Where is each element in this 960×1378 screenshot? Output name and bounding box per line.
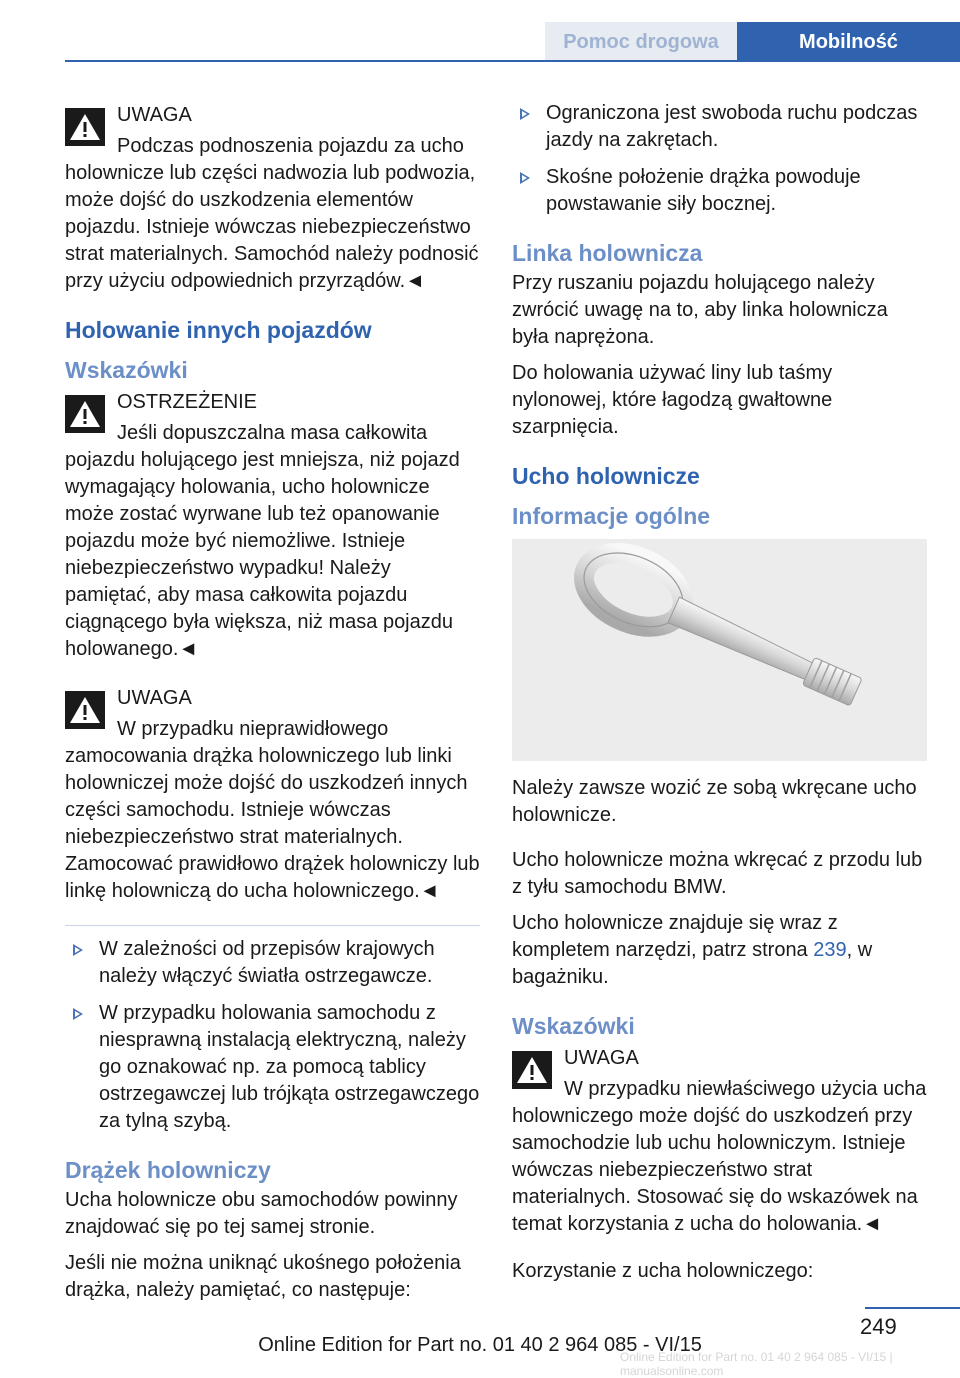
- section-tab-mobilnosc[interactable]: Mobilność: [737, 22, 960, 62]
- note-text: Podczas podnoszenia pojazdu za ucho holownicze lub części nadwozia lub podwozia, może dojść do uszkodzenia elementów pojazdu. Istnieje wówczas niebezpieczeństwo strat materialnych. Samochód należy podnosić przy użyciu odpowiednich przyrządów.◄: [65, 135, 479, 292]
- note-title: UWAGA: [564, 1047, 639, 1069]
- paragraph: Jeśli nie można uniknąć ukośnego położenia drążka, należy pamiętać, co następuje:: [65, 1252, 461, 1301]
- section-tab-pomoc-drogowa[interactable]: Pomoc drogowa: [545, 22, 737, 62]
- list-item: Ograniczona jest swoboda ruchu podczas jazdy na zakrętach.: [512, 100, 927, 154]
- warning-note-mass: [65, 387, 480, 663]
- subheading-wskazowki: Wskazówki: [65, 357, 188, 383]
- paragraph: Korzystanie z ucha holowniczego:: [512, 1260, 814, 1282]
- list-item: Skośne położenie drążka powoduje powstawanie siły bocznej.: [512, 164, 927, 218]
- note-title: OSTRZEŻENIE: [117, 391, 258, 413]
- subheading-informacje-ogolne: Informacje ogólne: [512, 503, 711, 529]
- note-title: UWAGA: [117, 104, 192, 126]
- divider: [65, 925, 480, 926]
- caution-note-improper-use: [512, 1043, 927, 1238]
- header-rule: [65, 60, 960, 62]
- caution-note-lifting: [65, 100, 480, 295]
- warning-triangle-icon: [512, 1051, 552, 1089]
- page-header: [0, 0, 960, 62]
- paragraph: Należy zawsze wozić ze sobą wkręcane ucho holownicze.: [512, 777, 917, 826]
- bullet-list-left: [65, 936, 480, 1135]
- warning-triangle-icon: [65, 108, 105, 146]
- page-reference-link[interactable]: 239: [813, 939, 847, 961]
- edition-footer: Online Edition for Part no. 01 40 2 964 085 - VI/15: [258, 1334, 702, 1356]
- watermark: Online Edition for Part no. 01 40 2 964 085 - VI/15 | manualsonline.com: [620, 1350, 893, 1378]
- bullet-triangle-icon: [520, 172, 530, 184]
- paragraph: Ucho holownicze można wkręcać z przodu lub z tyłu samochodu BMW.: [512, 849, 923, 898]
- towing-eye-illustration: [512, 539, 927, 761]
- note-text: W przypadku niewłaściwego użycia ucha holowniczego może dojść do uszkodzeń przy samochodzie lub uchu holowniczym. Istnieje wówczas niebezpieczeństwo strat materialnych. Stosować się do wskazówek na temat korzystania z ucha do holowania.◄: [512, 1078, 927, 1235]
- paragraph: Przy ruszaniu pojazdu holującego należy zwrócić uwagę na to, aby linka holownicza była naprężona.: [512, 272, 888, 348]
- list-item: W przypadku holowania samochodu z niesprawną instalacją elektryczną, należy go oznakować np. za pomocą tablicy ostrzegawczej lub trójkąta ostrzegawczego za tylną szybą.: [65, 1000, 480, 1135]
- footer-rule: [865, 1307, 960, 1309]
- note-text: Jeśli dopuszczalna masa całkowita pojazdu holującego jest mniejsza, niż pojazd wymagający holowania, ucho holownicze może zostać wyrwane lub też opanowanie pojazdu może być niemożliwe. Istnieje niebezpieczeństwo wypadku! Należy pamiętać, aby masa całkowita pojazdu ciągnącego była większa, niż masa pojazdu holowanego.◄: [65, 422, 460, 660]
- subheading-wskazowki: Wskazówki: [512, 1013, 635, 1039]
- warning-triangle-icon: [65, 395, 105, 433]
- note-text: W przypadku nieprawidłowego zamocowania drążka holowniczego lub linki holowniczej może dojść do uszkodzeń innych części samochodu. Istnieje wówczas niebezpieczeństwo strat materialnych. Zamocować prawidłowo drążek holowniczy lub linkę holowniczą do ucha holowniczego.◄: [65, 718, 480, 902]
- paragraph: Do holowania używać liny lub taśmy nylonowej, które łagodzą gwałtowne szarpnięcia.: [512, 362, 833, 438]
- warning-triangle-icon: [65, 691, 105, 729]
- heading-towing-other-vehicles: Holowanie innych pojazdów: [65, 317, 372, 343]
- list-item: W zależności od przepisów krajowych należy włączyć światła ostrzegawcze.: [65, 936, 480, 990]
- paragraph: Ucha holownicze obu samochodów powinny znajdować się po tej samej stronie.: [65, 1189, 458, 1238]
- bullet-triangle-icon: [73, 944, 83, 956]
- bullet-triangle-icon: [73, 1008, 83, 1020]
- caution-note-mounting: [65, 683, 480, 905]
- left-column: [65, 100, 480, 1313]
- right-column: [512, 100, 927, 1294]
- bullet-list-right: [512, 100, 927, 218]
- subheading-linka-holownicza: Linka holownicza: [512, 240, 703, 266]
- bullet-triangle-icon: [520, 108, 530, 120]
- note-title: UWAGA: [117, 687, 192, 709]
- paragraph: Ucho holownicze znajduje się wraz z kompletem narzędzi, patrz strona 239, w bagażniku.: [512, 912, 873, 988]
- page-number: 249: [860, 1314, 897, 1339]
- subheading-drazek-holowniczy: Drążek holowniczy: [65, 1157, 271, 1183]
- heading-ucho-holownicze: Ucho holownicze: [512, 463, 700, 489]
